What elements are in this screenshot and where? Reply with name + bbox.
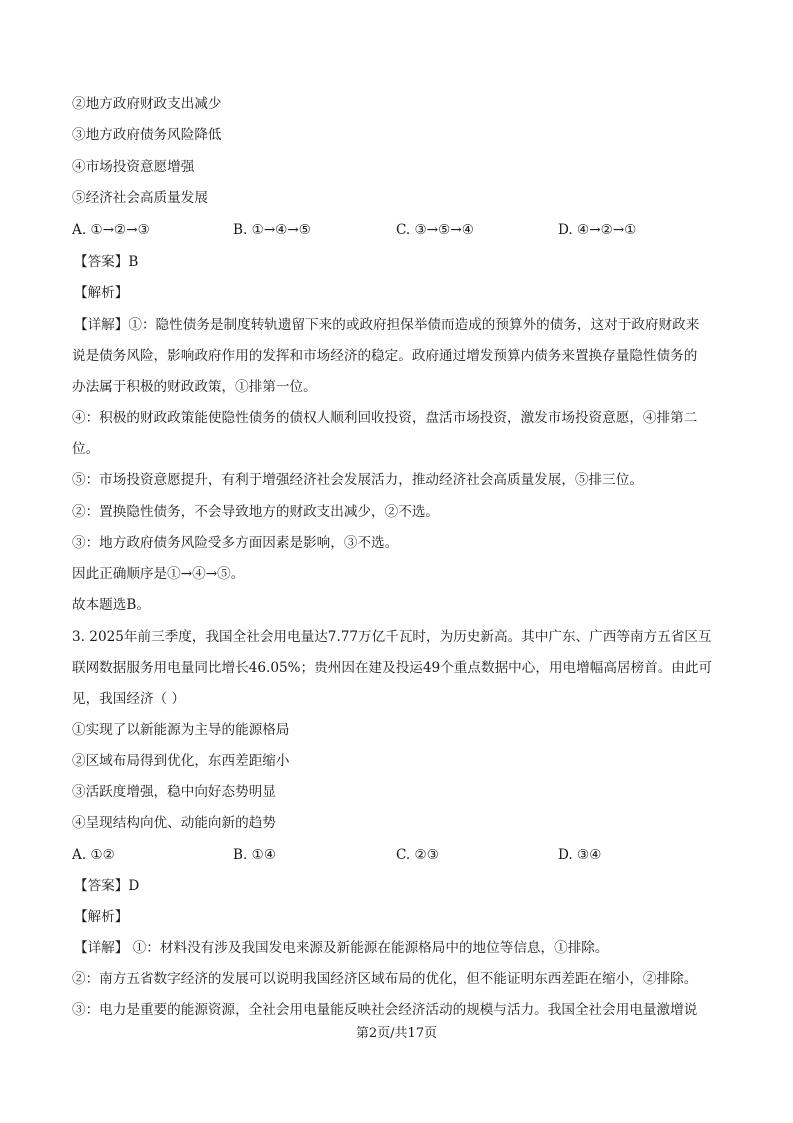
q2-detail-line: ④：积极的财政政策能使隐性债务的债权人顺利回收投资，盘活市场投资，激发市场投资意愿，④排第二 [72, 410, 698, 426]
q2-detail-line: ③：地方政府债务风险受多方面因素是影响，③不选。 [72, 535, 399, 551]
q3-stem: 3. 2025年前三季度，我国全社会用电量达7.77万亿千瓦时，为历史新高。其中广东、广西等南方五省区互 [72, 629, 712, 645]
q2-option-d: D. ④→②→① [558, 222, 637, 238]
q3-detail-line: 【详解】 ①：材料没有涉及我国发电来源及新能源在能源格局中的地位等信息，①排除。 [74, 940, 609, 956]
q3-detail-line: ②：南方五省数字经济的发展可以说明我国经济区域布局的优化，但不能证明东西差距在缩小，②排除。 [72, 971, 698, 987]
q3-analysis-label: 【解析】 [74, 909, 129, 925]
q2-detail-line: 位。 [72, 441, 100, 457]
q2-item-4: ④市场投资意愿增强 [72, 159, 195, 175]
q3-option-a: A. ①② [72, 847, 115, 863]
q3-stem: 见，我国经济（ ） [72, 691, 186, 707]
q2-option-a: A. ①→②→③ [72, 222, 150, 238]
q2-detail-line: 说是债务风险，影响政府作用的发挥和市场经济的稳定。政府通过增发预算内债务来置换存量隐性债务的 [72, 348, 698, 364]
q3-item-3: ③活跃度增强，稳中向好态势明显 [72, 784, 276, 800]
q2-option-c: C. ③→⑤→④ [396, 222, 474, 238]
q3-option-c: C. ②③ [396, 847, 439, 863]
q3-stem: 联网数据服务用电量同比增长46.05%；贵州因在建及投运49个重点数据中心，用电增幅高居榜首。由此可 [72, 660, 713, 676]
q2-item-2: ②地方政府财政支出减少 [72, 96, 222, 112]
q3-item-2: ②区域布局得到优化，东西差距缩小 [72, 753, 290, 769]
q2-detail-line: 【详解】①：隐性债务是制度转轨遗留下来的或政府担保举债而造成的预算外的债务，这对于政府财政来 [74, 317, 700, 333]
q2-conclusion: 因此正确顺序是①→④→⑤。 [72, 566, 245, 582]
q2-analysis-label: 【解析】 [74, 285, 129, 301]
q2-detail-line: ⑤：市场投资意愿提升，有利于增强经济社会发展活力，推动经济社会高质量发展，⑤排三位。 [72, 472, 643, 488]
q3-option-d: D. ③④ [558, 847, 602, 863]
q3-item-1: ①实现了以新能源为主导的能源格局 [72, 722, 290, 738]
q2-final-choice: 故本题选B。 [72, 597, 150, 613]
q3-answer: 【答案】D [74, 878, 140, 894]
q2-item-3: ③地方政府债务风险降低 [72, 127, 222, 143]
q2-option-b: B. ①→④→⑤ [233, 222, 311, 238]
q2-detail-line: ②：置换隐性债务，不会导致地方的财政支出减少，②不选。 [72, 504, 440, 520]
q2-item-5: ⑤经济社会高质量发展 [72, 190, 208, 206]
q3-option-b: B. ①④ [233, 847, 277, 863]
q2-answer: 【答案】B [74, 254, 139, 270]
q3-item-4: ④呈现结构向优、动能向新的趋势 [72, 815, 276, 831]
page-number: 第2页/共17页 [355, 1026, 438, 1041]
q2-detail-line: 办法属于积极的财政政策，①排第一位。 [72, 379, 317, 395]
q3-detail-line: ③：电力是重要的能源资源，全社会用电量能反映社会经济活动的规模与活力。我国全社会用电量激增说 [72, 1002, 698, 1018]
